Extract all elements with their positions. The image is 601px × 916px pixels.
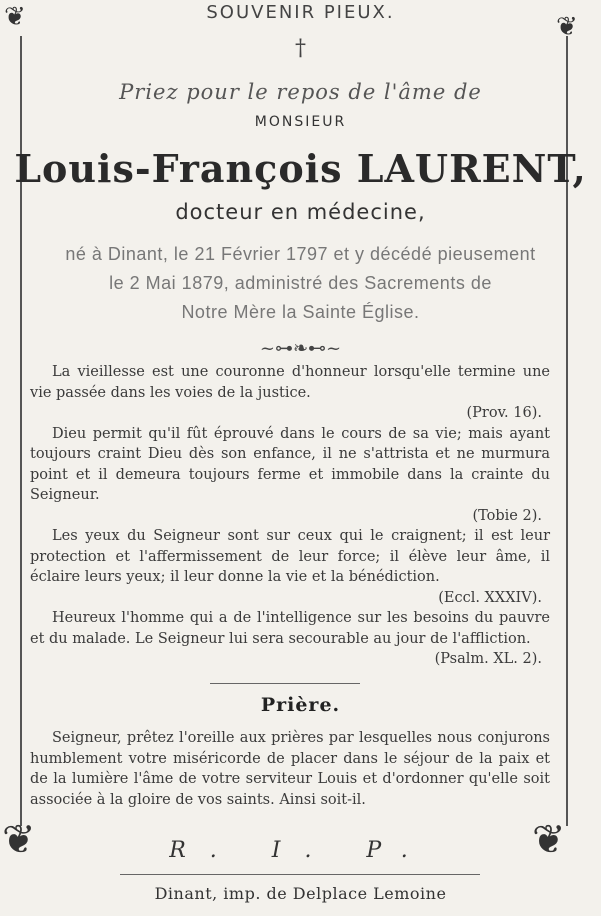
corner-flourish-icon: ❦ bbox=[556, 12, 578, 42]
cross-icon: † bbox=[295, 36, 306, 61]
divider-rule bbox=[210, 683, 360, 684]
deceased-name: Louis-François LAURENT, bbox=[14, 146, 587, 191]
scripture-quotes bbox=[30, 362, 550, 670]
quote-reference: (Psalm. XL. 2). bbox=[434, 651, 542, 667]
card-header-title: SOUVENIR PIEUX. bbox=[206, 2, 395, 23]
ornament-divider-icon: ~⊶❧⊷~ bbox=[259, 338, 342, 359]
biography bbox=[0, 240, 601, 327]
prayer-intro-line: Priez pour le repos de l'âme de bbox=[119, 80, 482, 104]
profession: docteur en médecine, bbox=[175, 200, 426, 224]
prayer-section bbox=[30, 728, 550, 810]
corner-flourish-icon: ❦ bbox=[4, 2, 26, 32]
corner-flourish-icon: ❦ bbox=[2, 817, 36, 863]
bio-line: le 2 Mai 1879, administré des Sacrements de bbox=[109, 273, 492, 293]
honorific: MONSIEUR bbox=[254, 114, 347, 130]
quote-reference: (Tobie 2). bbox=[472, 507, 542, 524]
quote-paragraph: Heureux l'homme qui a de l'intelligence sur les besoins du pauvre et du malade. Le Seigneur lui sera secourable au jour de l'affliction. bbox=[30, 610, 550, 647]
corner-flourish-icon: ❦ bbox=[532, 817, 566, 863]
bio-line: né à Dinant, le 21 Février 1797 et y décédé pieusement bbox=[65, 244, 536, 264]
quote-reference: (Prov. 16). bbox=[466, 405, 542, 421]
quote-paragraph: Les yeux du Seigneur sont sur ceux qui le craignent; il est leur protection et l'affermissement de leur force; il élève leur âme, il éclaire leurs yeux; il leur donne la vie et la bénédiction. bbox=[30, 528, 550, 585]
prayer-text: Seigneur, prêtez l'oreille aux prières par lesquelles nous conjurons humblement votre miséricorde de placer dans le séjour de la paix et de la lumière l'âme de votre serviteur Louis et d'ordonner qu'elle soit associée à la gloire de vos saints. Ainsi soit-il. bbox=[30, 730, 550, 808]
prayer-title: Prière. bbox=[260, 694, 341, 716]
divider-rule bbox=[120, 874, 480, 875]
quote-paragraph: Dieu permit qu'il fût éprouvé dans le cours de sa vie; mais ayant toujours craint Dieu dès son enfance, il ne s'attrista et ne murmura point et il demeura toujours ferme et immobile dans la crainte du Seigneur. bbox=[30, 425, 550, 503]
rip-inscription: R. I. P. bbox=[169, 838, 432, 863]
quote-reference: (Eccl. XXXIV). bbox=[438, 589, 542, 606]
quote-paragraph: La vieillesse est une couronne d'honneur lorsqu'elle termine une vie passée dans les voies de la justice. bbox=[30, 364, 550, 401]
bio-line: Notre Mère la Sainte Église. bbox=[181, 302, 420, 322]
printer-credit: Dinant, imp. de Delplace Lemoine bbox=[154, 884, 447, 903]
